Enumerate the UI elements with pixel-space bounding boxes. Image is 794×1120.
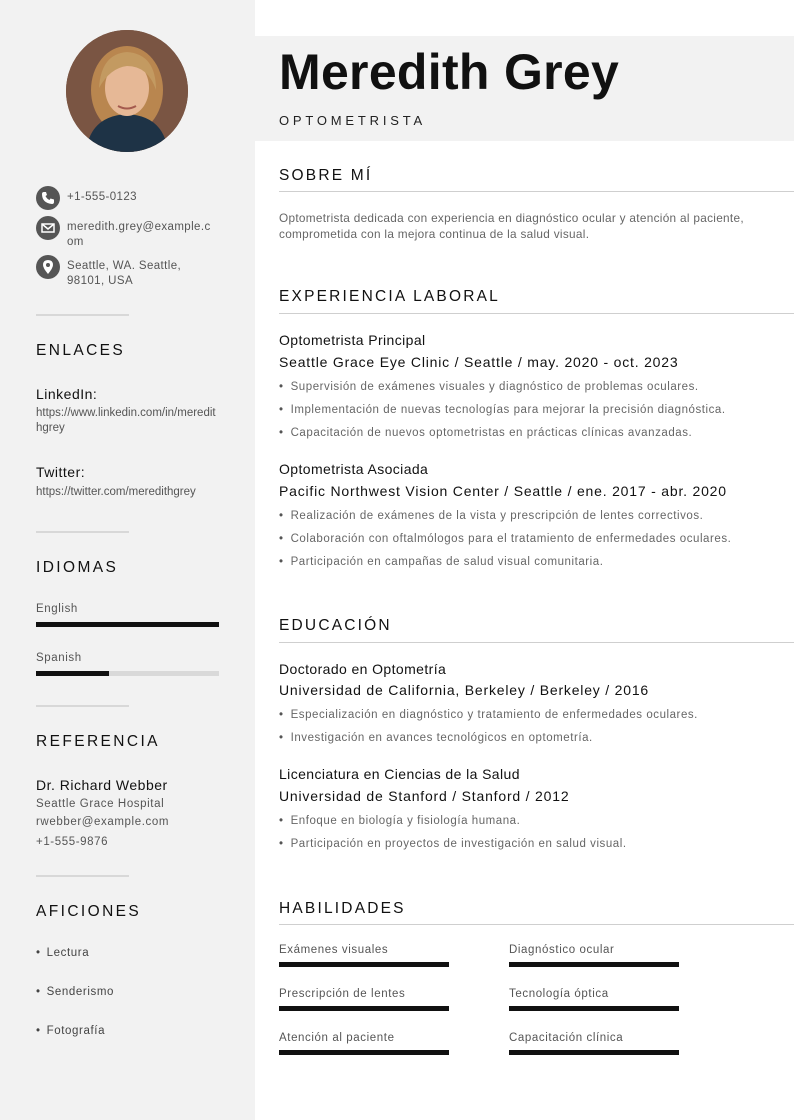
skills-title: HABILIDADES bbox=[279, 900, 406, 917]
hobby-item: • Senderismo bbox=[36, 986, 115, 998]
about-title: SOBRE MÍ bbox=[279, 167, 373, 184]
hobby-item: • Lectura bbox=[36, 947, 90, 959]
skill-bar bbox=[279, 1006, 449, 1011]
hobbies-title: AFICIONES bbox=[36, 903, 142, 920]
sidebar-divider bbox=[36, 875, 129, 877]
twitter-label: Twitter: bbox=[36, 464, 86, 480]
skill-bar bbox=[509, 962, 679, 967]
reference-phone: +1-555-9876 bbox=[36, 836, 109, 848]
profile-photo bbox=[66, 30, 188, 152]
job-bullet: • Realización de exámenes de la vista y prescripción de lentes correctivos. bbox=[279, 510, 704, 522]
degree-meta: Universidad de Stanford / Stanford / 2012 bbox=[279, 788, 570, 804]
reference-title: REFERENCIA bbox=[36, 733, 160, 750]
skill-bar bbox=[509, 1050, 679, 1055]
languages-title: IDIOMAS bbox=[36, 559, 119, 576]
degree-bullet: • Enfoque en biología y fisiología humana. bbox=[279, 815, 521, 827]
degree-title: Licenciatura en Ciencias de la Salud bbox=[279, 766, 520, 782]
skill-label: Exámenes visuales bbox=[279, 944, 389, 956]
job-title: Optometrista Asociada bbox=[279, 461, 429, 477]
sidebar-divider bbox=[36, 705, 129, 707]
contact-phone bbox=[36, 186, 217, 210]
language-name: English bbox=[36, 603, 78, 615]
reference-email: rwebber@example.com bbox=[36, 816, 170, 828]
language-level-bar bbox=[36, 671, 219, 676]
email-text: meredith.grey@example.com bbox=[67, 221, 211, 248]
section-rule bbox=[279, 191, 794, 192]
job-bullet: • Participación en campañas de salud visual comunitaria. bbox=[279, 556, 604, 568]
hobby-item: • Fotografía bbox=[36, 1025, 106, 1037]
job-bullet: • Capacitación de nuevos optometristas en prácticas clínicas avanzadas. bbox=[279, 427, 693, 439]
degree-bullet: • Especialización en diagnóstico y tratamiento de enfermedades oculares. bbox=[279, 709, 698, 721]
job-bullet: • Supervisión de exámenes visuales y diagnóstico de problemas oculares. bbox=[279, 381, 699, 393]
candidate-name: Meredith Grey bbox=[279, 44, 620, 100]
contact-email bbox=[36, 216, 217, 250]
job-bullet: • Implementación de nuevas tecnologías para mejorar la precisión diagnóstica. bbox=[279, 404, 726, 416]
degree-title: Doctorado en Optometría bbox=[279, 661, 447, 677]
linkedin-label: LinkedIn: bbox=[36, 386, 98, 402]
section-rule bbox=[279, 313, 794, 314]
section-rule bbox=[279, 924, 794, 925]
job-title: Optometrista Principal bbox=[279, 332, 426, 348]
reference-org: Seattle Grace Hospital bbox=[36, 798, 165, 810]
section-rule bbox=[279, 642, 794, 643]
sidebar-divider bbox=[36, 314, 129, 316]
skill-bar bbox=[279, 962, 449, 967]
location-pin-icon bbox=[36, 255, 60, 279]
linkedin-link[interactable]: https://www.linkedin.com/in/meredithgrey bbox=[36, 407, 216, 434]
degree-meta: Universidad de California, Berkeley / Berkeley / 2016 bbox=[279, 682, 650, 698]
skill-label: Diagnóstico ocular bbox=[509, 944, 615, 956]
phone-icon bbox=[36, 186, 60, 210]
skill-bar bbox=[509, 1006, 679, 1011]
skill-label: Tecnología óptica bbox=[509, 988, 609, 1000]
phone-text: +1-555-0123 bbox=[67, 191, 137, 203]
address-text: Seattle, WA. Seattle, 98101, USA bbox=[67, 260, 182, 287]
job-meta: Seattle Grace Eye Clinic / Seattle / may. 2020 - oct. 2023 bbox=[279, 354, 679, 370]
experience-title: EXPERIENCIA LABORAL bbox=[279, 288, 500, 305]
job-bullet: • Colaboración con oftalmólogos para el tratamiento de enfermedades oculares. bbox=[279, 533, 732, 545]
about-text: Optometrista dedicada con experiencia en diagnóstico ocular y atención al paciente, comprometida con la mejora continua de la salud visual. bbox=[279, 211, 744, 241]
language-level-bar bbox=[36, 622, 219, 627]
language-name: Spanish bbox=[36, 652, 82, 664]
contact-address bbox=[36, 255, 197, 289]
links-title: ENLACES bbox=[36, 342, 126, 359]
degree-bullet: • Investigación en avances tecnológicos en optometría. bbox=[279, 732, 593, 744]
degree-bullet: • Participación en proyectos de investigación en salud visual. bbox=[279, 838, 627, 850]
sidebar-divider bbox=[36, 531, 129, 533]
education-title: EDUCACIÓN bbox=[279, 617, 392, 634]
skill-label: Atención al paciente bbox=[279, 1032, 395, 1044]
twitter-link[interactable]: https://twitter.com/meredithgrey bbox=[36, 486, 196, 498]
job-meta: Pacific Northwest Vision Center / Seattle / ene. 2017 - abr. 2020 bbox=[279, 483, 727, 499]
envelope-icon bbox=[36, 216, 60, 240]
skill-bar bbox=[279, 1050, 449, 1055]
candidate-role: OPTOMETRISTA bbox=[279, 113, 426, 128]
reference-name: Dr. Richard Webber bbox=[36, 777, 168, 793]
skill-label: Prescripción de lentes bbox=[279, 988, 406, 1000]
skill-label: Capacitación clínica bbox=[509, 1032, 624, 1044]
